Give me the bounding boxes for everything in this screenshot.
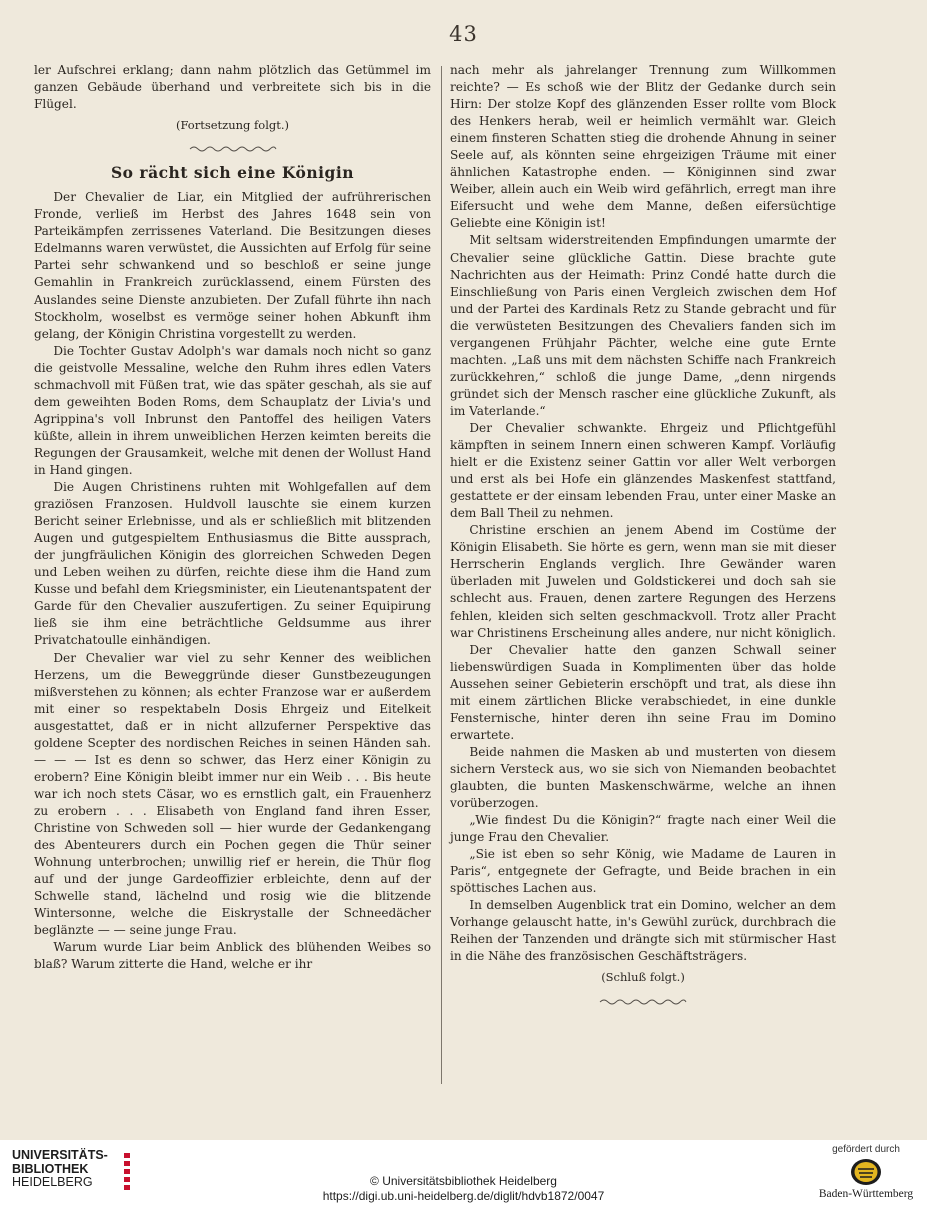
right-column <box>450 62 836 1017</box>
paragraph: Der Chevalier schwankte. Ehrgeiz und Pflichtgefühl kämpften in seinem Innern einen schweren Kampf. Vorläufig hielt er die Existenz seiner Gattin vor aller Welt verborgen und erst als bei Hofe ein glänzendes Maskenfest stattfand, gestattete er der einsam lebenden Frau, unter einer Maske an dem Ball Theil zu nehmen. <box>450 420 836 521</box>
funding-label: gefördert durch <box>832 1144 900 1155</box>
paragraph: Der Chevalier de Liar, ein Mitglied der aufrührerischen Fronde, verließ im Herbst des Jahres 1648 sein von Parteikämpfen zerrissenes Vaterland. Die Besitzungen dieses Edelmanns waren verwüstet, die Aussichten auf Erfolg für seine Partei sehr schwankend und so beschloß er seine junge Gemahlin in Frankreich zurücklassend, einem Fürsten des Auslandes seine Dienste anzubieten. Der Zufall führte ihn nach Stockholm, woselbst es vermöge seiner hohen Abkunft ihm gelang, der Königin Christina vorgestellt zu werden. <box>34 190 431 341</box>
paragraph: „Sie ist eben so sehr König, wie Madame de Lauren in Paris“, entgegnete der Gefragte, und Beide brachen in ein spöttisches Lachen aus. <box>450 847 836 896</box>
funding-block <box>812 1144 920 1200</box>
document-url-link[interactable]: https://digi.ub.uni-heidelberg.de/diglit/hdvb1872/0047 <box>322 1189 605 1203</box>
continuation-note: (Fortsetzung folgt.) <box>175 118 290 133</box>
end-note: (Schluß folgt.) <box>601 970 685 985</box>
paragraph: Mit seltsam widerstreitenden Empfindungen umarmte der Chevalier seine glückliche Gattin. Diese brachte gute Nachrichten aus der Heimath: Prinz Condé hatte durch die Einschließung von Paris einen Vergleich zwischen dem Hof und der Partei des Kardinals Retz zu Stande gebracht und für die verwüsteten Besitzungen des Chevaliers fanden sich im vergangenen Frühjahr Pächter, welche eine gute Ernte machten. „Laß uns mit dem nächsten Schiffe nach Frankreich zurückkehren,“ schloß die junge Dame, „denn nirgends gründet sich der Mensch rascher eine glückliche Zukunft, als im Vaterlande.“ <box>450 233 836 418</box>
library-name-line: HEIDELBERG <box>12 1175 93 1189</box>
copyright-text: © Universitätsbibliothek Heidelberg <box>370 1174 557 1188</box>
paragraph: Die Augen Christinens ruhten mit Wohlgefallen auf dem graziösen Franzosen. Huldvoll lauschte sie einem kurzen Bericht seiner Erlebnisse, und als er schließlich mit blitzenden Augen und gutgespieltem Enthusiasmus die Bitte aussprach, der jungfräulichen Königin des glorreichen Schweden Degen und Leben weihen zu dürfen, reichte diese ihm die Hand zum Kusse und befahl dem Kriegsminister, ein Lieutenantspatent der Garde für den Chevalier auszufertigen. Zu seiner Equipirung ließ sie ihm eine beträchtliche Geldsumme aus ihrer Privatchatoulle einhändigen. <box>34 480 431 648</box>
page-number: 43 <box>449 22 478 46</box>
paragraph: Die Tochter Gustav Adolph's war damals noch nicht so ganz die geistvolle Messaline, welche den Ruhm ihres edlen Vaters schmachvoll mit Füßen trat, wie das später geschah, als sie auf dem geweihten Boden Roms, dem Schauplatz der Livia's und Agrippina's voll Inbrunst den Pantoffel des heiligen Vaters küßte, allein in ihrem unweiblichen Herzen keimten bereits die Regungen der Grausamkeit, welche mit denen der Wollust Hand in Hand gingen. <box>34 343 431 477</box>
library-name-line: UNIVERSITÄTS- <box>12 1148 108 1162</box>
paragraph: Beide nahmen die Masken ab und musterten von diesem sichern Versteck aus, wo sie sich von Niemanden beobachtet glaubten, die bunten Maskenschwärme, welche an ihnen vorüberzogen. <box>450 744 836 811</box>
paragraph: Christine erschien an jenem Abend im Costüme der Königin Elisabeth. Sie hörte es gern, wenn man sie mit dieser Herrscherin Englands verglich. Ihre Gewänder waren überladen mit Juwelen und Goldstickerei und doch sah sie schlecht aus. Frauen, denen zartere Regungen des Herzens fehlen, kleiden sich selten geschmackvoll. Trotz aller Pracht war Christinens Erscheinung alles andere, nur nicht königlich. <box>450 523 836 640</box>
paragraph: Der Chevalier war viel zu sehr Kenner des weiblichen Herzens, um die Beweggründe dieser Gunstbezeugungen mißverstehen zu können; als echter Franzose war er außerdem mit einer so respektabeln Dosis Ehrgeiz und Eitelkeit ausgestattet, daß er in nicht allzuferner Perspektive das goldene Scepter des nordischen Reiches in seinen Händen sah. — — — Ist es denn so schwer, das Herz einer Königin zu erobern? Eine Königin bleibt immer nur ein Weib . . . Bis heute war ich noch stets Cäsar, wo es ernstlich galt, ein Frauenherz zu erobern . . . Elisabeth von England fand ihren Esser, Christine von Schweden soll — hier wurde der Gedankengang des Abenteurers durch ein Pochen gegen die Thür seiner Wohnung unterbrochen; unwillig rief er herein, die Thür flog auf und der junge Gardeoffizier erbleichte, denn auf der Schwelle stand, lächelnd und rosig wie die blitzende Wintersonne, welche die Eiskrystalle der Schneedächer beglänzte — — seine junge Frau. <box>34 650 431 938</box>
paragraph: In demselben Augenblick trat ein Domino, welcher an dem Vorhange gelauscht hatte, in's Gewühl zurück, durchbrach die Reihen der Tanzenden und drängte sich mit stürmischer Hast in die Nähe des französischen Geschäftsträgers. <box>450 898 836 964</box>
paragraph: Warum wurde Liar beim Anblick des blühenden Weibes so blaß? Warum zitterte die Hand, welche er ihr <box>34 940 431 972</box>
wavy-ornament-divider <box>188 144 278 154</box>
funding-name: Baden-Württemberg <box>818 1188 914 1200</box>
paragraph: nach mehr als jahrelanger Trennung zum Willkommen reichte? — Es schoß wie der Blitz der Gedanke durch sein Hirn: Der stolze Kopf des glänzenden Esser rollte vom Block des Henkers herab, weil er heimlich vermählt war. Gleich einem finsteren Schatten stieg die drohende Ahnung in seiner Seele auf, als könnten seine ehrgeizigen Träume mit einer ähnlichen Katastrophe enden. — Königinnen sind zwar Weiber, allein auch ein Weib wird gefährlich, erregt man ihre Eifersucht und wehe dem Manne, deßen eifersüchtige Geliebte eine Königin ist! <box>450 63 836 231</box>
wavy-ornament-divider <box>598 997 688 1007</box>
paragraph: „Wie findest Du die Königin?“ fragte nach einer Weil die junge Frau den Chevalier. <box>450 813 836 845</box>
paragraph: Der Chevalier hatte den ganzen Schwall seiner liebenswürdigen Suada in Komplimenten über das holde Aussehen seiner Gebieterin erschöpft und trat, als diese ihn mit einem zärtlichen Blicke verabschiedet, in eine dunkle Fensternische, hinter deren ihn seine Frau im Domino erwartete. <box>450 642 836 742</box>
continuation-text: ler Aufschrei erklang; dann nahm plötzlich das Getümmel im ganzen Gebäude überhand und verbreitete sich bis in die Flügel. <box>34 63 431 112</box>
footer-bar <box>0 1140 927 1205</box>
left-column <box>34 62 431 973</box>
column-divider <box>441 66 442 1084</box>
library-name-line: BIBLIOTHEK <box>12 1161 89 1176</box>
coat-of-arms-icon <box>848 1157 884 1187</box>
story-title: So rächt sich eine Königin <box>110 163 355 183</box>
